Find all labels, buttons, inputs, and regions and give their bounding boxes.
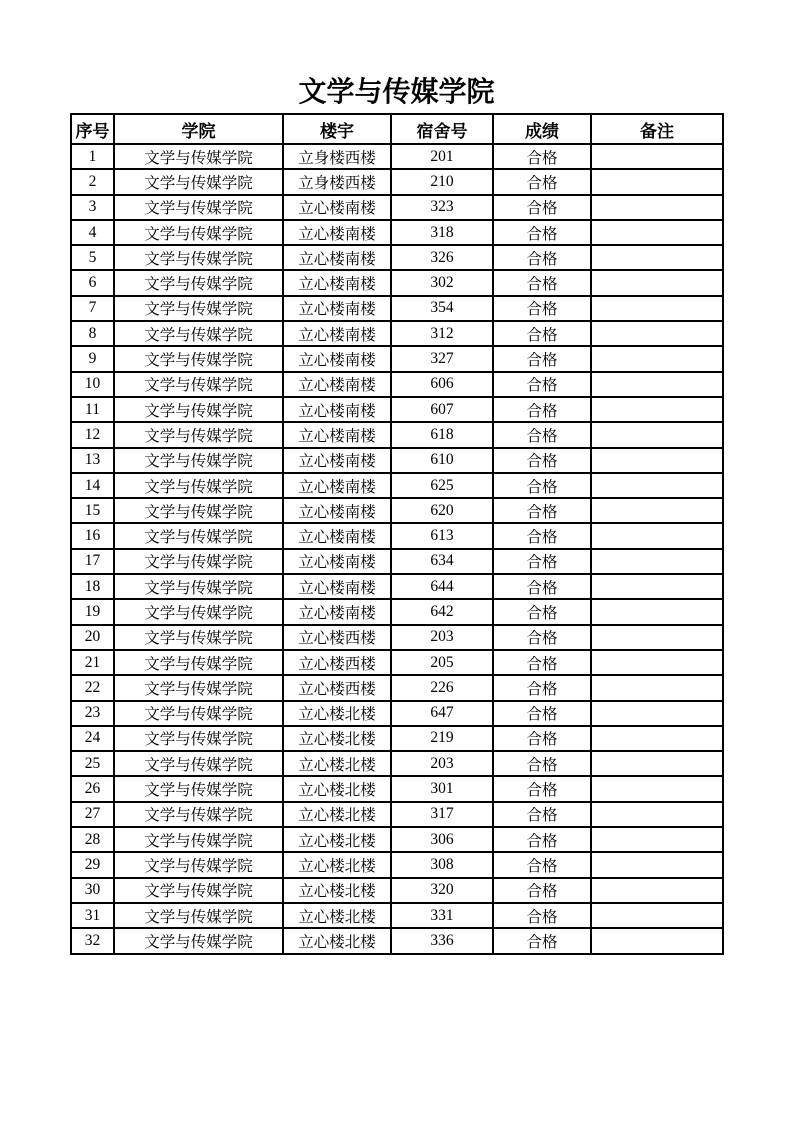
cell-room: 219 <box>391 726 493 751</box>
table-row <box>71 169 723 194</box>
cell-college: 文学与传媒学院 <box>114 397 283 422</box>
cell-score: 合格 <box>493 625 591 650</box>
cell-note <box>591 903 723 928</box>
cell-building: 立心楼北楼 <box>283 878 391 903</box>
cell-score: 合格 <box>493 650 591 675</box>
cell-no: 22 <box>71 675 114 700</box>
cell-room: 317 <box>391 802 493 827</box>
cell-score: 合格 <box>493 169 591 194</box>
cell-college: 文学与传媒学院 <box>114 422 283 447</box>
table-row <box>71 448 723 473</box>
table-row <box>71 321 723 346</box>
cell-room: 606 <box>391 372 493 397</box>
cell-note <box>591 169 723 194</box>
cell-room: 323 <box>391 195 493 220</box>
cell-note <box>591 776 723 801</box>
cell-building: 立心楼南楼 <box>283 220 391 245</box>
table-row <box>71 726 723 751</box>
cell-note <box>591 523 723 548</box>
cell-room: 620 <box>391 498 493 523</box>
cell-room: 301 <box>391 776 493 801</box>
cell-score: 合格 <box>493 599 591 624</box>
header-college: 学院 <box>114 114 283 144</box>
cell-college: 文学与传媒学院 <box>114 878 283 903</box>
cell-note <box>591 726 723 751</box>
cell-building: 立心楼北楼 <box>283 928 391 953</box>
cell-score: 合格 <box>493 397 591 422</box>
cell-room: 226 <box>391 675 493 700</box>
cell-score: 合格 <box>493 802 591 827</box>
cell-college: 文学与传媒学院 <box>114 903 283 928</box>
cell-note <box>591 802 723 827</box>
cell-no: 4 <box>71 220 114 245</box>
cell-room: 634 <box>391 549 493 574</box>
cell-college: 文学与传媒学院 <box>114 802 283 827</box>
dorm-score-table <box>70 113 724 955</box>
cell-building: 立心楼南楼 <box>283 195 391 220</box>
cell-no: 14 <box>71 473 114 498</box>
cell-building: 立心楼南楼 <box>283 346 391 371</box>
cell-room: 326 <box>391 245 493 270</box>
cell-college: 文学与传媒学院 <box>114 245 283 270</box>
cell-building: 立心楼北楼 <box>283 776 391 801</box>
cell-note <box>591 599 723 624</box>
cell-note <box>591 397 723 422</box>
cell-note <box>591 448 723 473</box>
cell-no: 8 <box>71 321 114 346</box>
table-row <box>71 372 723 397</box>
cell-room: 210 <box>391 169 493 194</box>
cell-score: 合格 <box>493 852 591 877</box>
cell-score: 合格 <box>493 523 591 548</box>
cell-score: 合格 <box>493 827 591 852</box>
cell-note <box>591 574 723 599</box>
header-row <box>71 114 723 144</box>
cell-no: 11 <box>71 397 114 422</box>
table-row <box>71 144 723 169</box>
table-row <box>71 422 723 447</box>
cell-building: 立心楼南楼 <box>283 245 391 270</box>
table-row <box>71 802 723 827</box>
table-row <box>71 195 723 220</box>
cell-room: 613 <box>391 523 493 548</box>
cell-no: 17 <box>71 549 114 574</box>
cell-college: 文学与传媒学院 <box>114 270 283 295</box>
cell-note <box>591 827 723 852</box>
cell-note <box>591 473 723 498</box>
cell-score: 合格 <box>493 422 591 447</box>
table-row <box>71 296 723 321</box>
cell-no: 26 <box>71 776 114 801</box>
cell-score: 合格 <box>493 321 591 346</box>
cell-building: 立心楼南楼 <box>283 574 391 599</box>
table-row <box>71 751 723 776</box>
cell-note <box>591 144 723 169</box>
cell-room: 302 <box>391 270 493 295</box>
cell-room: 308 <box>391 852 493 877</box>
table-row <box>71 220 723 245</box>
cell-note <box>591 852 723 877</box>
cell-building: 立心楼北楼 <box>283 726 391 751</box>
table-row <box>71 903 723 928</box>
cell-college: 文学与传媒学院 <box>114 751 283 776</box>
header-no: 序号 <box>71 114 114 144</box>
cell-score: 合格 <box>493 903 591 928</box>
cell-college: 文学与传媒学院 <box>114 195 283 220</box>
header-score: 成绩 <box>493 114 591 144</box>
cell-note <box>591 372 723 397</box>
cell-score: 合格 <box>493 473 591 498</box>
cell-score: 合格 <box>493 372 591 397</box>
cell-note <box>591 751 723 776</box>
page-title: 文学与传媒学院 <box>298 77 495 108</box>
cell-room: 318 <box>391 220 493 245</box>
cell-no: 19 <box>71 599 114 624</box>
cell-score: 合格 <box>493 928 591 953</box>
table-row <box>71 549 723 574</box>
cell-no: 24 <box>71 726 114 751</box>
cell-college: 文学与传媒学院 <box>114 776 283 801</box>
cell-no: 28 <box>71 827 114 852</box>
cell-college: 文学与传媒学院 <box>114 599 283 624</box>
cell-note <box>591 270 723 295</box>
cell-no: 1 <box>71 144 114 169</box>
table-row <box>71 498 723 523</box>
cell-college: 文学与传媒学院 <box>114 498 283 523</box>
cell-room: 306 <box>391 827 493 852</box>
cell-no: 9 <box>71 346 114 371</box>
cell-college: 文学与传媒学院 <box>114 220 283 245</box>
cell-room: 203 <box>391 751 493 776</box>
cell-note <box>591 625 723 650</box>
cell-no: 21 <box>71 650 114 675</box>
cell-room: 201 <box>391 144 493 169</box>
cell-note <box>591 878 723 903</box>
cell-no: 18 <box>71 574 114 599</box>
cell-score: 合格 <box>493 751 591 776</box>
cell-no: 20 <box>71 625 114 650</box>
table-row <box>71 245 723 270</box>
cell-note <box>591 422 723 447</box>
cell-room: 336 <box>391 928 493 953</box>
cell-building: 立心楼南楼 <box>283 448 391 473</box>
cell-building: 立心楼南楼 <box>283 523 391 548</box>
cell-note <box>591 650 723 675</box>
cell-building: 立心楼北楼 <box>283 751 391 776</box>
table-row <box>71 928 723 953</box>
cell-score: 合格 <box>493 498 591 523</box>
table-row <box>71 346 723 371</box>
cell-building: 立心楼西楼 <box>283 650 391 675</box>
cell-no: 13 <box>71 448 114 473</box>
table-row <box>71 397 723 422</box>
cell-note <box>591 675 723 700</box>
cell-note <box>591 245 723 270</box>
cell-room: 647 <box>391 701 493 726</box>
cell-note <box>591 220 723 245</box>
cell-college: 文学与传媒学院 <box>114 523 283 548</box>
cell-note <box>591 195 723 220</box>
cell-no: 7 <box>71 296 114 321</box>
table-row <box>71 625 723 650</box>
cell-score: 合格 <box>493 549 591 574</box>
cell-no: 16 <box>71 523 114 548</box>
cell-no: 31 <box>71 903 114 928</box>
cell-room: 625 <box>391 473 493 498</box>
cell-score: 合格 <box>493 675 591 700</box>
cell-no: 6 <box>71 270 114 295</box>
cell-no: 27 <box>71 802 114 827</box>
header-note: 备注 <box>591 114 723 144</box>
cell-college: 文学与传媒学院 <box>114 169 283 194</box>
cell-building: 立心楼南楼 <box>283 397 391 422</box>
cell-score: 合格 <box>493 220 591 245</box>
table-header <box>71 114 723 144</box>
table-row <box>71 878 723 903</box>
cell-no: 2 <box>71 169 114 194</box>
cell-score: 合格 <box>493 726 591 751</box>
cell-no: 29 <box>71 852 114 877</box>
cell-room: 354 <box>391 296 493 321</box>
cell-score: 合格 <box>493 701 591 726</box>
header-building: 楼宇 <box>283 114 391 144</box>
cell-score: 合格 <box>493 776 591 801</box>
cell-no: 12 <box>71 422 114 447</box>
cell-building: 立心楼南楼 <box>283 372 391 397</box>
cell-room: 644 <box>391 574 493 599</box>
cell-no: 3 <box>71 195 114 220</box>
table-row <box>71 675 723 700</box>
cell-score: 合格 <box>493 346 591 371</box>
cell-room: 312 <box>391 321 493 346</box>
cell-college: 文学与传媒学院 <box>114 473 283 498</box>
cell-building: 立心楼南楼 <box>283 296 391 321</box>
cell-no: 5 <box>71 245 114 270</box>
cell-college: 文学与传媒学院 <box>114 827 283 852</box>
cell-college: 文学与传媒学院 <box>114 549 283 574</box>
cell-building: 立心楼南楼 <box>283 473 391 498</box>
cell-building: 立心楼北楼 <box>283 701 391 726</box>
cell-score: 合格 <box>493 270 591 295</box>
cell-score: 合格 <box>493 144 591 169</box>
cell-no: 15 <box>71 498 114 523</box>
cell-college: 文学与传媒学院 <box>114 144 283 169</box>
cell-score: 合格 <box>493 878 591 903</box>
table-row <box>71 701 723 726</box>
cell-room: 331 <box>391 903 493 928</box>
cell-room: 320 <box>391 878 493 903</box>
cell-room: 642 <box>391 599 493 624</box>
cell-score: 合格 <box>493 296 591 321</box>
table-row <box>71 650 723 675</box>
cell-no: 10 <box>71 372 114 397</box>
cell-no: 32 <box>71 928 114 953</box>
cell-no: 30 <box>71 878 114 903</box>
cell-note <box>591 346 723 371</box>
header-room: 宿舍号 <box>391 114 493 144</box>
cell-note <box>591 701 723 726</box>
cell-college: 文学与传媒学院 <box>114 346 283 371</box>
cell-note <box>591 498 723 523</box>
cell-no: 25 <box>71 751 114 776</box>
cell-college: 文学与传媒学院 <box>114 448 283 473</box>
cell-college: 文学与传媒学院 <box>114 928 283 953</box>
cell-score: 合格 <box>493 195 591 220</box>
cell-room: 610 <box>391 448 493 473</box>
table-row <box>71 574 723 599</box>
cell-building: 立身楼西楼 <box>283 144 391 169</box>
table-row <box>71 776 723 801</box>
cell-building: 立身楼西楼 <box>283 169 391 194</box>
cell-building: 立心楼南楼 <box>283 549 391 574</box>
cell-college: 文学与传媒学院 <box>114 675 283 700</box>
cell-college: 文学与传媒学院 <box>114 296 283 321</box>
cell-building: 立心楼南楼 <box>283 599 391 624</box>
cell-college: 文学与传媒学院 <box>114 852 283 877</box>
cell-room: 618 <box>391 422 493 447</box>
table-row <box>71 523 723 548</box>
cell-room: 205 <box>391 650 493 675</box>
cell-college: 文学与传媒学院 <box>114 650 283 675</box>
cell-building: 立心楼北楼 <box>283 827 391 852</box>
cell-score: 合格 <box>493 448 591 473</box>
cell-building: 立心楼西楼 <box>283 625 391 650</box>
cell-college: 文学与传媒学院 <box>114 574 283 599</box>
cell-building: 立心楼南楼 <box>283 422 391 447</box>
cell-score: 合格 <box>493 245 591 270</box>
table-row <box>71 599 723 624</box>
cell-college: 文学与传媒学院 <box>114 701 283 726</box>
cell-score: 合格 <box>493 574 591 599</box>
table-row <box>71 827 723 852</box>
cell-note <box>591 549 723 574</box>
cell-room: 203 <box>391 625 493 650</box>
table-body <box>71 144 723 954</box>
cell-building: 立心楼北楼 <box>283 852 391 877</box>
cell-room: 607 <box>391 397 493 422</box>
cell-building: 立心楼南楼 <box>283 498 391 523</box>
cell-building: 立心楼南楼 <box>283 270 391 295</box>
cell-college: 文学与传媒学院 <box>114 372 283 397</box>
cell-college: 文学与传媒学院 <box>114 625 283 650</box>
cell-building: 立心楼北楼 <box>283 903 391 928</box>
cell-room: 327 <box>391 346 493 371</box>
cell-note <box>591 296 723 321</box>
table-row <box>71 473 723 498</box>
cell-building: 立心楼北楼 <box>283 802 391 827</box>
cell-college: 文学与传媒学院 <box>114 726 283 751</box>
cell-building: 立心楼南楼 <box>283 321 391 346</box>
cell-no: 23 <box>71 701 114 726</box>
table-row <box>71 270 723 295</box>
cell-note <box>591 928 723 953</box>
cell-college: 文学与传媒学院 <box>114 321 283 346</box>
cell-note <box>591 321 723 346</box>
cell-building: 立心楼西楼 <box>283 675 391 700</box>
table-row <box>71 852 723 877</box>
